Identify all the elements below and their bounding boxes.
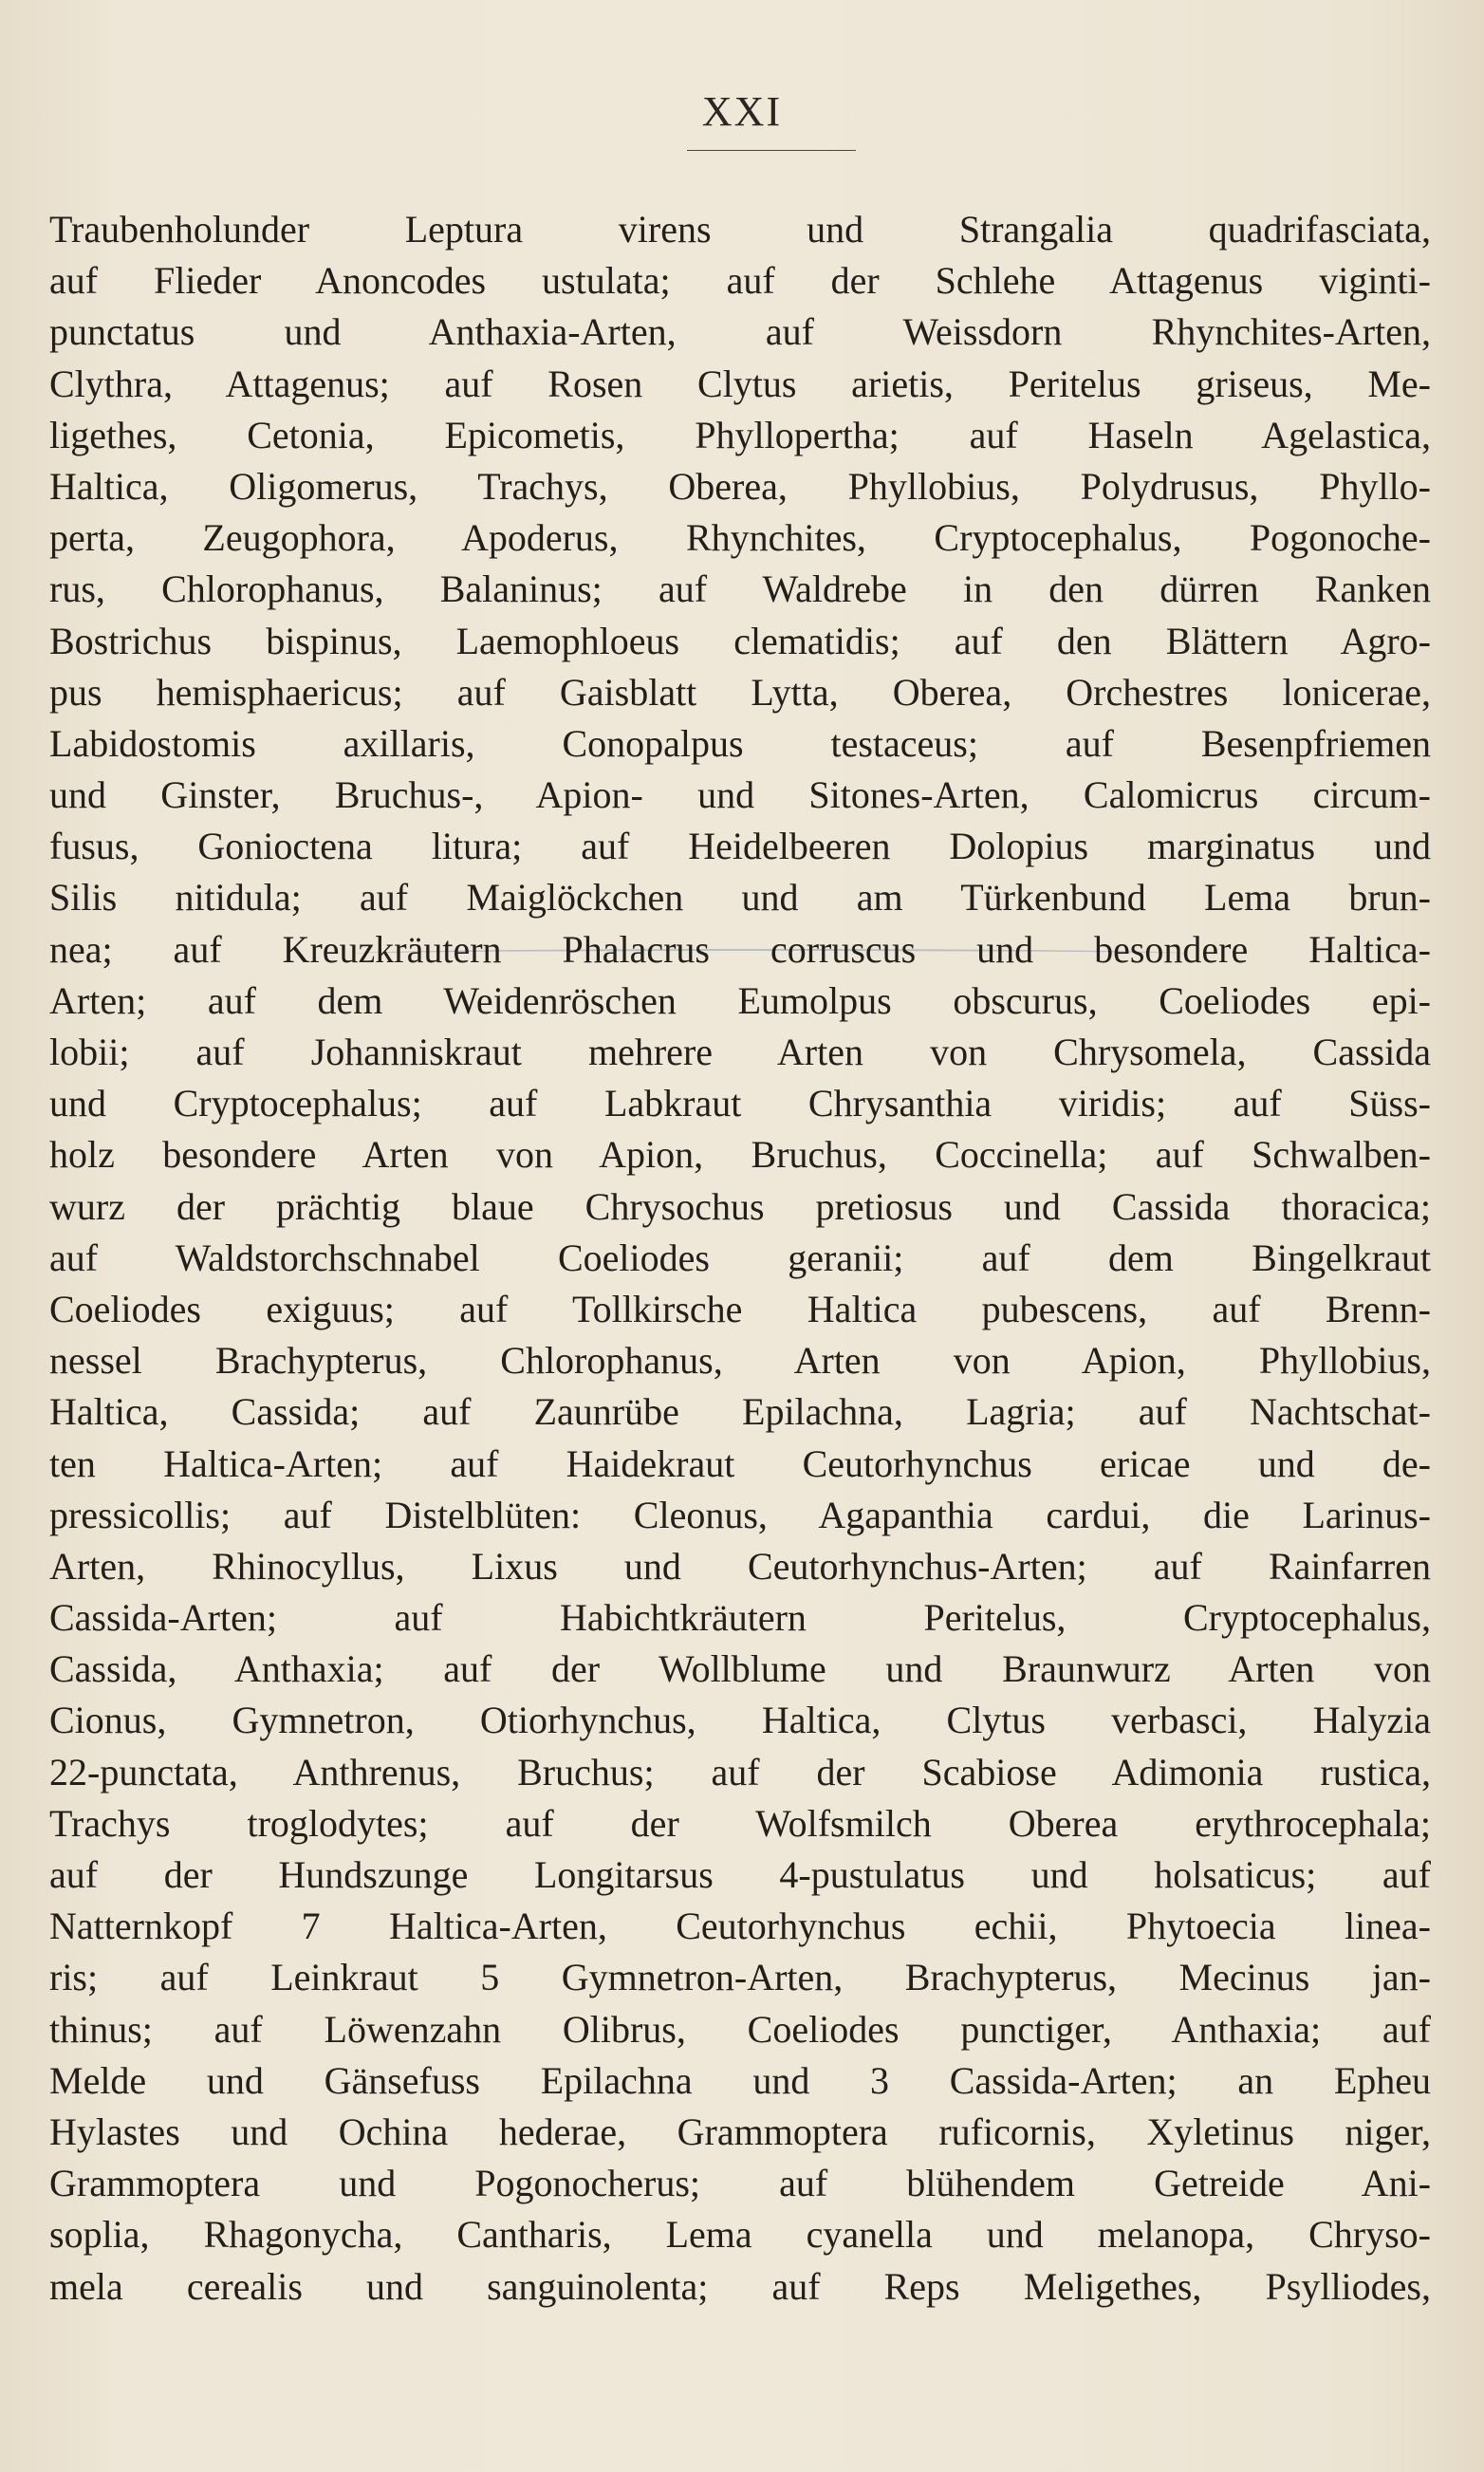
text-line: Cassida, Anthaxia; auf der Wollblume und Braunwurz Arten von <box>49 1647 1431 1691</box>
page-number: XXI <box>701 88 783 135</box>
text-line: pus hemisphaericus; auf Gaisblatt Lytta, Oberea, Orchestres lonicerae, <box>49 670 1431 714</box>
text-line: auf Flieder Anoncodes ustulata; auf der Schlehe Attagenus viginti- <box>49 259 1431 303</box>
text-line: thinus; auf Löwenzahn Olibrus, Coeliodes punctiger, Anthaxia; auf <box>49 2007 1431 2051</box>
header-rule <box>687 150 856 151</box>
text-line: Hylastes und Ochina hederae, Grammoptera ruficornis, Xyletinus niger, <box>49 2110 1431 2153</box>
text-line: fusus, Gonioctena litura; auf Heidelbeeren Dolopius marginatus und <box>49 825 1431 868</box>
text-line: Natternkopf 7 Haltica-Arten, Ceutorhynchus echii, Phytoecia linea- <box>49 1905 1431 1948</box>
text-line: auf Waldstorchschnabel Coeliodes geranii; auf dem Bingelkraut <box>49 1236 1431 1279</box>
text-line: Cionus, Gymnetron, Otiorhynchus, Haltica, Clytus verbasci, Halyzia <box>49 1699 1431 1742</box>
text-line: perta, Zeugophora, Apoderus, Rhynchites, Cryptocephalus, Pogonoche- <box>49 516 1431 560</box>
text-line: Trachys troglodytes; auf der Wolfsmilch Oberea erythrocephala; <box>49 1801 1431 1845</box>
text-line: Bostrichus bispinus, Laemophloeus clematidis; auf den Blättern Agro- <box>49 619 1431 662</box>
text-line: Labidostomis axillaris, Conopalpus testaceus; auf Besenpfriemen <box>49 721 1431 765</box>
text-line: nessel Brachypterus, Chlorophanus, Arten von Apion, Phyllobius, <box>49 1339 1431 1383</box>
text-line: mela cerealis und sanguinolenta; auf Reps Meligethes, Psylliodes, <box>49 2264 1431 2308</box>
body-text <box>49 204 1431 2313</box>
text-line: Haltica, Oligomerus, Trachys, Oberea, Phyllobius, Polydrusus, Phyllo- <box>49 464 1431 508</box>
text-line: Silis nitidula; auf Maiglöckchen und am Türkenbund Lema brun- <box>49 876 1431 920</box>
text-line: Coeliodes exiguus; auf Tollkirsche Haltica pubescens, auf Brenn- <box>49 1287 1431 1330</box>
text-line: soplia, Rhagonycha, Cantharis, Lema cyanella und melanopa, Chryso- <box>49 2213 1431 2257</box>
text-line: lobii; auf Johanniskraut mehrere Arten von Chrysomela, Cassida <box>49 1031 1431 1073</box>
text-line: Arten, Rhinocyllus, Lixus und Ceutorhynchus-Arten; auf Rainfarren <box>49 1544 1431 1588</box>
text-line: punctatus und Anthaxia-Arten, auf Weissdorn Rhynchites-Arten, <box>49 310 1431 354</box>
text-line: 22-punctata, Anthrenus, Bruchus; auf der Scabiose Adimonia rustica, <box>49 1750 1431 1794</box>
text-line: Clythra, Attagenus; auf Rosen Clytus arietis, Peritelus griseus, Me- <box>49 362 1431 405</box>
text-line: Arten; auf dem Weidenröschen Eumolpus obscurus, Coeliodes epi- <box>49 978 1431 1022</box>
text-line: Cassida-Arten; auf Habichtkräutern Peritelus, Cryptocephalus, <box>49 1596 1431 1640</box>
text-line: Traubenholunder Leptura virens und Strangalia quadrifasciata, <box>49 208 1431 251</box>
text-line: rus, Chlorophanus, Balaninus; auf Waldrebe in den dürren Ranken <box>49 567 1431 611</box>
text-line: holz besondere Arten von Apion, Bruchus, Coccinella; auf Schwalben- <box>49 1133 1431 1177</box>
text-line: und Ginster, Bruchus-, Apion- und Sitones-Arten, Calomicrus circum- <box>49 773 1431 817</box>
text-line: ligethes, Cetonia, Epicometis, Phyllopertha; auf Haseln Agelastica, <box>49 413 1431 456</box>
text-line: pressicollis; auf Distelblüten: Cleonus, Agapanthia cardui, die Larinus- <box>49 1493 1431 1536</box>
text-line: Grammoptera und Pogonocherus; auf blühendem Getreide Ani- <box>49 2162 1431 2205</box>
text-line: und Cryptocephalus; auf Labkraut Chrysanthia viridis; auf Süss- <box>49 1082 1431 1125</box>
text-line: Melde und Gänsefuss Epilachna und 3 Cassida-Arten; an Epheu <box>49 2058 1431 2102</box>
text-line: ten Haltica-Arten; auf Haidekraut Ceutorhynchus ericae und de- <box>49 1441 1431 1485</box>
text-line: Haltica, Cassida; auf Zaunrübe Epilachna, Lagria; auf Nachtschat- <box>49 1390 1431 1434</box>
text-line: nea; auf Kreuzkräutern Phalacrus corruscus und besondere Haltica- <box>49 927 1431 971</box>
text-line: auf der Hundszunge Longitarsus 4-pustulatus und holsaticus; auf <box>49 1853 1431 1896</box>
text-line: ris; auf Leinkraut 5 Gymnetron-Arten, Brachypterus, Mecinus jan- <box>49 1956 1431 1999</box>
text-line: wurz der prächtig blaue Chrysochus pretiosus und Cassida thoracica; <box>49 1184 1431 1228</box>
